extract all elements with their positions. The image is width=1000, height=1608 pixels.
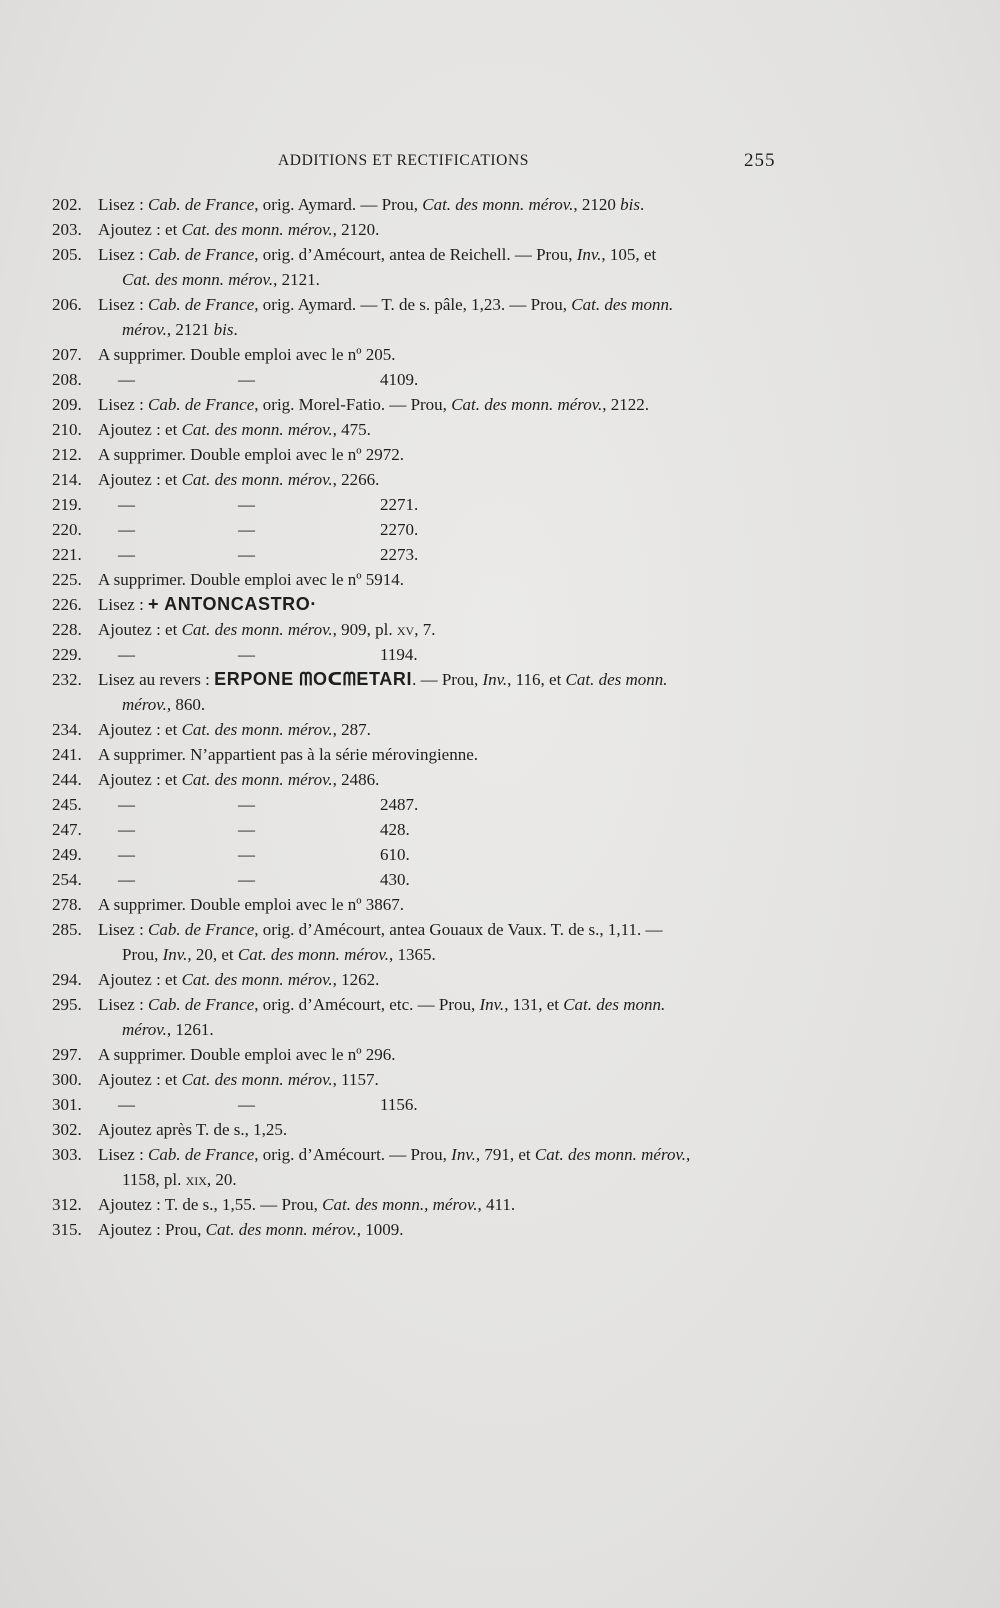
- italic-text: Inv.: [482, 670, 508, 689]
- entry-line: [98, 720, 371, 739]
- italic-text: Cat. des monn.: [571, 295, 674, 314]
- entry-number: 226.: [52, 595, 82, 614]
- catalogue-number: 4109.: [380, 370, 419, 389]
- italic-text: Cat. des monn. mérov.: [181, 770, 333, 789]
- entry-number: 203.: [52, 220, 82, 239]
- entry-text: , 1262.: [332, 970, 380, 989]
- entry-text: Lisez :: [98, 395, 149, 414]
- italic-text: Inv.: [576, 245, 602, 264]
- catalogue-number: 1194.: [380, 645, 418, 664]
- ditto-marks: [98, 1092, 458, 1117]
- errata-entry: [52, 1192, 792, 1217]
- entry-text: xv: [396, 620, 415, 639]
- ditto-marks: [98, 817, 458, 842]
- entry-text: . — Prou,: [412, 670, 483, 689]
- ditto-dash: —: [118, 495, 135, 514]
- entry-continuation: [52, 317, 792, 342]
- entry-number: 205.: [52, 245, 82, 264]
- entry-text: Lisez :: [98, 595, 149, 614]
- entry-text: , 2266.: [332, 470, 380, 489]
- entry-line: [98, 1195, 515, 1214]
- errata-entry: [52, 967, 792, 992]
- italic-text: Cab. de France: [148, 1145, 255, 1164]
- italic-text: Cab. de France: [148, 245, 255, 264]
- errata-entry: [52, 442, 792, 467]
- entry-number: 300.: [52, 1070, 82, 1089]
- catalogue-number: 2271.: [380, 495, 419, 514]
- italic-text: mérov.: [122, 695, 167, 714]
- entry-text: , 105, et: [601, 245, 657, 264]
- entry-continuation: [52, 692, 792, 717]
- entry-text: , 7.: [414, 620, 436, 639]
- entry-text: , 475.: [332, 420, 371, 439]
- entry-number: 301.: [52, 1095, 82, 1114]
- errata-entry: [52, 817, 792, 842]
- ditto-dash: —: [118, 520, 135, 539]
- entry-text: Ajoutez : et: [98, 620, 182, 639]
- errata-list: [52, 192, 792, 1242]
- errata-entry: [52, 217, 792, 242]
- ditto-dash: —: [238, 820, 255, 839]
- entry-text: Ajoutez après T. de s., 1,25.: [98, 1120, 288, 1139]
- entry-text: A supprimer. Double emploi avec le nº 296.: [98, 1045, 396, 1064]
- italic-text: Cat. des monn. mérov.: [534, 1145, 686, 1164]
- entry-text: , orig. Aymard. — Prou,: [254, 195, 423, 214]
- italic-text: Cat. des monn. mérov.: [422, 195, 574, 214]
- entry-line: [98, 745, 478, 764]
- entry-line: [98, 920, 663, 939]
- entry-text: , 1009.: [356, 1220, 404, 1239]
- entry-text: , 909, pl.: [332, 620, 397, 639]
- page-number: 255: [744, 150, 776, 171]
- ditto-marks: [98, 792, 458, 817]
- ditto-dash: —: [118, 645, 135, 664]
- ditto-dash: —: [238, 1095, 255, 1114]
- entry-text: A supprimer. Double emploi avec le nº 3867.: [98, 895, 405, 914]
- entry-text: .: [233, 320, 238, 339]
- ditto-dash: —: [238, 870, 255, 889]
- entry-line: [98, 295, 673, 314]
- entry-line: [98, 1070, 379, 1089]
- italic-text: Cat. des monn.: [563, 995, 666, 1014]
- errata-entry: [52, 917, 792, 942]
- entry-text: , 131, et: [504, 995, 564, 1014]
- entry-text: Lisez :: [98, 245, 149, 264]
- entry-text: Ajoutez : et: [98, 770, 182, 789]
- running-title: ADDITIONS ET RECTIFICATIONS: [278, 152, 529, 169]
- italic-text: Cat. des monn. mérov.: [181, 620, 333, 639]
- ditto-dash: —: [118, 845, 135, 864]
- italic-text: Inv.: [162, 945, 188, 964]
- ditto-dash: —: [238, 495, 255, 514]
- entry-line: [98, 470, 379, 489]
- entry-text: Ajoutez : T. de s., 1,55. — Prou,: [98, 1195, 323, 1214]
- entry-text: Lisez :: [98, 295, 149, 314]
- ditto-marks: [98, 367, 458, 392]
- entry-text: A supprimer. Double emploi avec le nº 2972.: [98, 445, 405, 464]
- entry-text: Lisez :: [98, 1145, 149, 1164]
- ditto-marks: [98, 517, 458, 542]
- entry-text: , orig. d’Amécourt. — Prou,: [254, 1145, 452, 1164]
- errata-entry: [52, 717, 792, 742]
- errata-entry: [52, 617, 792, 642]
- entry-number: 209.: [52, 395, 82, 414]
- ditto-dash: —: [238, 845, 255, 864]
- errata-entry: [52, 1217, 792, 1242]
- entry-number: 297.: [52, 1045, 82, 1064]
- errata-entry: [52, 842, 792, 867]
- italic-text: Cat. des monn.: [565, 670, 668, 689]
- entry-line: [98, 970, 379, 989]
- entry-number: 207.: [52, 345, 82, 364]
- entry-number: 295.: [52, 995, 82, 1014]
- entry-text: , 2121.: [273, 270, 320, 289]
- italic-text: Cab. de France: [148, 395, 255, 414]
- italic-text: Inv.: [451, 1145, 476, 1164]
- errata-entry: [52, 417, 792, 442]
- entry-number: 208.: [52, 370, 82, 389]
- catalogue-number: 2487.: [380, 795, 419, 814]
- italic-text: bis: [620, 195, 640, 214]
- errata-entry: [52, 342, 792, 367]
- ditto-marks: [98, 492, 458, 517]
- ditto-dash: —: [118, 1095, 135, 1114]
- ditto-dash: —: [238, 520, 255, 539]
- entry-number: 212.: [52, 445, 82, 464]
- entry-number: 221.: [52, 545, 82, 564]
- italic-text: Cat. des monn. mérov.: [181, 970, 333, 989]
- errata-entry: [52, 242, 792, 267]
- italic-text: Cat. des monn. mérov.: [181, 420, 333, 439]
- entry-number: 219.: [52, 495, 82, 514]
- italic-text: Cab. de France: [148, 295, 255, 314]
- errata-entry: [52, 1067, 792, 1092]
- ditto-marks: [98, 842, 458, 867]
- entry-continuation: [52, 267, 792, 292]
- entry-text: Prou,: [122, 945, 163, 964]
- errata-entry: [52, 192, 792, 217]
- italic-text: bis: [213, 320, 234, 339]
- entry-text: , orig. d’Amécourt, antea Gouaux de Vaux. T. de s., 1,11. —: [254, 920, 663, 939]
- errata-entry: [52, 367, 792, 392]
- italic-text: Cat. des monn. mérov.: [181, 470, 333, 489]
- entry-line: [98, 1120, 287, 1139]
- entry-line: [98, 1220, 404, 1239]
- entry-text: , 2122.: [602, 395, 650, 414]
- entry-text: Lisez :: [98, 195, 149, 214]
- italic-text: Cat. des monn. mérov.: [205, 1220, 357, 1239]
- entry-text: , 2120.: [332, 220, 380, 239]
- entry-number: 249.: [52, 845, 82, 864]
- entry-continuation: [52, 1017, 792, 1042]
- entry-text: , 791, et: [475, 1145, 535, 1164]
- entry-text: , 20, et: [187, 945, 238, 964]
- entry-text: Ajoutez : et: [98, 1070, 182, 1089]
- entry-number: 303.: [52, 1145, 82, 1164]
- catalogue-number: 2273.: [380, 545, 419, 564]
- italic-text: Cat. des monn. mérov.: [237, 945, 389, 964]
- entry-text: , 860.: [166, 695, 206, 714]
- errata-entry: [52, 667, 792, 692]
- entry-text: Ajoutez : Prou,: [98, 1220, 206, 1239]
- coin-legend: ERPONE ᗰOᑕᗰETARI: [214, 669, 413, 689]
- entry-text: , orig. d’Amécourt, etc. — Prou,: [254, 995, 480, 1014]
- entry-line: [98, 620, 435, 639]
- entry-text: , 2120: [573, 195, 621, 214]
- errata-entry: [52, 1142, 792, 1167]
- entry-text: Ajoutez : et: [98, 220, 182, 239]
- entry-line: [98, 445, 404, 464]
- ditto-marks: [98, 642, 458, 667]
- errata-entry: [52, 992, 792, 1017]
- entry-number: 228.: [52, 620, 82, 639]
- errata-entry: [52, 892, 792, 917]
- italic-text: Cab. de France: [148, 195, 255, 214]
- page-header: [0, 152, 1000, 178]
- errata-entry: [52, 1117, 792, 1142]
- entry-number: 220.: [52, 520, 82, 539]
- catalogue-number: 610.: [380, 845, 410, 864]
- errata-entry: [52, 1092, 792, 1117]
- entry-text: , orig. Aymard. — T. de s. pâle, 1,23. — Prou,: [254, 295, 572, 314]
- errata-entry: [52, 792, 792, 817]
- entry-text: , 287.: [332, 720, 371, 739]
- entry-text: Ajoutez : et: [98, 720, 182, 739]
- entry-text: , 411.: [477, 1195, 516, 1214]
- entry-text: , 1261.: [166, 1020, 214, 1039]
- entry-line: [98, 345, 396, 364]
- entry-text: Ajoutez : et: [98, 970, 182, 989]
- entry-text: .: [639, 195, 645, 214]
- entry-text: , 20.: [206, 1170, 237, 1189]
- entry-text: , 1365.: [388, 945, 436, 964]
- catalogue-number: 2270.: [380, 520, 419, 539]
- coin-legend: + ANTONCASTRO·: [148, 594, 317, 614]
- ditto-dash: —: [238, 795, 255, 814]
- entry-text: , 2486.: [332, 770, 380, 789]
- entry-number: 312.: [52, 1195, 82, 1214]
- errata-entry: [52, 642, 792, 667]
- ditto-dash: —: [238, 645, 255, 664]
- italic-text: Cat. des monn. mérov.: [451, 395, 603, 414]
- italic-text: Cab. de France: [148, 995, 255, 1014]
- italic-text: Cab. de France: [148, 920, 255, 939]
- errata-entry: [52, 517, 792, 542]
- entry-line: [98, 595, 317, 614]
- italic-text: Cat. des monn. mérov.: [181, 220, 333, 239]
- entry-text: , orig. Morel-Fatio. — Prou,: [254, 395, 452, 414]
- entry-line: [98, 395, 649, 414]
- entry-continuation: [52, 942, 792, 967]
- errata-entry: [52, 467, 792, 492]
- italic-text: Cat. des monn., mérov.: [322, 1195, 478, 1214]
- entry-number: 202.: [52, 195, 82, 214]
- ditto-dash: —: [118, 370, 135, 389]
- entry-number: 214.: [52, 470, 82, 489]
- entry-line: [98, 895, 404, 914]
- entry-number: 210.: [52, 420, 82, 439]
- entry-line: [98, 195, 644, 214]
- catalogue-number: 430.: [380, 870, 410, 889]
- italic-text: Cat. des monn. mérov.: [122, 270, 274, 289]
- ditto-marks: [98, 542, 458, 567]
- ditto-dash: —: [118, 820, 135, 839]
- errata-entry: [52, 392, 792, 417]
- entry-number: 234.: [52, 720, 82, 739]
- entry-line: [98, 670, 668, 689]
- catalogue-number: 1156.: [380, 1095, 418, 1114]
- entry-line: [98, 770, 379, 789]
- entry-line: [98, 1045, 396, 1064]
- entry-text: Ajoutez : et: [98, 470, 182, 489]
- ditto-dash: —: [238, 545, 255, 564]
- entry-number: 244.: [52, 770, 82, 789]
- italic-text: Cat. des monn. mérov.: [181, 1070, 333, 1089]
- ditto-dash: —: [118, 795, 135, 814]
- errata-entry: [52, 592, 792, 617]
- entry-number: 302.: [52, 1120, 82, 1139]
- entry-line: [98, 420, 371, 439]
- entry-number: 247.: [52, 820, 82, 839]
- entry-text: Ajoutez : et: [98, 420, 182, 439]
- entry-line: [98, 220, 379, 239]
- catalogue-number: 428.: [380, 820, 410, 839]
- italic-text: Inv.: [479, 995, 505, 1014]
- entry-line: [98, 570, 404, 589]
- entry-text: A supprimer. N’appartient pas à la série mérovingienne.: [98, 745, 479, 764]
- entry-text: A supprimer. Double emploi avec le nº 5914.: [98, 570, 405, 589]
- entry-number: 225.: [52, 570, 82, 589]
- entry-number: 254.: [52, 870, 82, 889]
- entry-text: 1158, pl.: [122, 1170, 186, 1189]
- errata-entry: [52, 867, 792, 892]
- entry-number: 206.: [52, 295, 82, 314]
- ditto-dash: —: [238, 370, 255, 389]
- italic-text: mérov.: [122, 320, 167, 339]
- entry-line: [98, 245, 656, 264]
- entry-number: 241.: [52, 745, 82, 764]
- italic-text: Cat. des monn. mérov.: [181, 720, 333, 739]
- entry-number: 229.: [52, 645, 82, 664]
- errata-entry: [52, 292, 792, 317]
- entry-line: [98, 995, 665, 1014]
- entry-number: 278.: [52, 895, 82, 914]
- errata-entry: [52, 1042, 792, 1067]
- errata-entry: [52, 567, 792, 592]
- entry-text: Lisez :: [98, 920, 149, 939]
- entry-number: 232.: [52, 670, 82, 689]
- entry-line: [98, 1145, 690, 1164]
- entry-text: ,: [686, 1145, 691, 1164]
- entry-number: 315.: [52, 1220, 82, 1239]
- entry-text: , orig. d’Amécourt, antea de Reichell. — Prou,: [254, 245, 577, 264]
- entry-text: Lisez au revers :: [98, 670, 215, 689]
- entry-number: 285.: [52, 920, 82, 939]
- italic-text: mérov.: [122, 1020, 167, 1039]
- entry-number: 294.: [52, 970, 82, 989]
- ditto-marks: [98, 867, 458, 892]
- errata-entry: [52, 742, 792, 767]
- ditto-dash: —: [118, 870, 135, 889]
- entry-text: A supprimer. Double emploi avec le nº 205.: [98, 345, 396, 364]
- entry-number: 245.: [52, 795, 82, 814]
- errata-entry: [52, 542, 792, 567]
- ditto-dash: —: [118, 545, 135, 564]
- entry-text: Lisez :: [98, 995, 149, 1014]
- entry-text: xix: [185, 1170, 207, 1189]
- entry-text: , 2121: [166, 320, 214, 339]
- errata-entry: [52, 492, 792, 517]
- errata-entry: [52, 767, 792, 792]
- entry-text: , 1157.: [332, 1070, 379, 1089]
- entry-text: , 116, et: [507, 670, 566, 689]
- entry-continuation: [52, 1167, 792, 1192]
